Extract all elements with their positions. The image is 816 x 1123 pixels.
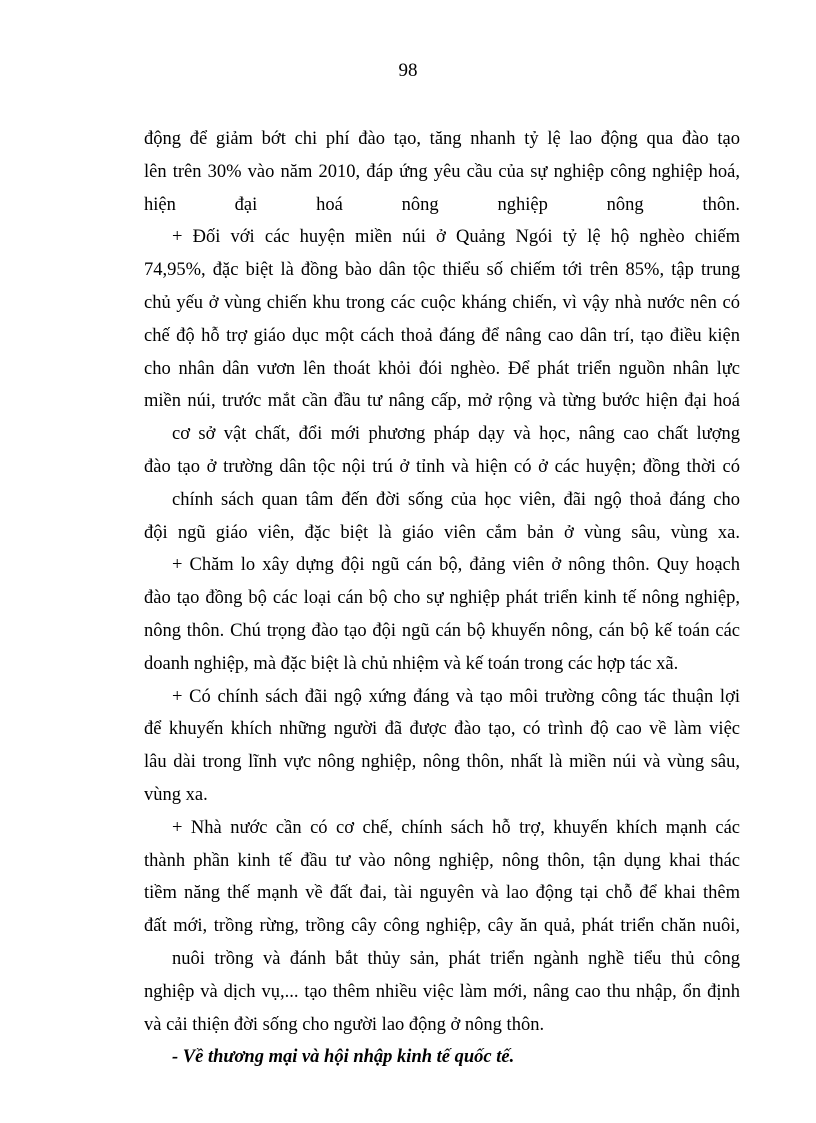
text-line: + Chăm lo xây dựng đội ngũ cán bộ, đảng viên ở nông thôn. Quy hoạch: [172, 555, 740, 576]
text-line: miền núi, trước mắt cần đầu tư nâng cấp, mở rộng và từng bước hiện đại hoá: [144, 391, 740, 412]
body-text: [144, 123, 740, 1074]
text-line: nuôi trồng và đánh bắt thủy sản, phát triển ngành nghề tiểu thủ công: [172, 948, 740, 969]
text-line: cơ sở vật chất, đổi mới phương pháp dạy và học, nâng cao chất lượng: [172, 424, 740, 445]
text-line: 74,95%, đặc biệt là đồng bào dân tộc thiểu số chiếm tới trên 85%, tập trung: [144, 260, 740, 281]
text-line: chủ yếu ở vùng chiến khu trong các cuộc kháng chiến, vì vậy nhà nước nên có: [144, 292, 740, 313]
text-line: + Có chính sách đãi ngộ xứng đáng và tạo môi trường công tác thuận lợi: [172, 686, 740, 707]
page-number: 98: [398, 60, 418, 81]
text-line: nông thôn. Chú trọng đào tạo đội ngũ cán bộ khuyến nông, cán bộ kế toán các: [144, 620, 740, 641]
text-line: + Nhà nước cần có cơ chế, chính sách hỗ trợ, khuyến khích mạnh các: [172, 817, 740, 838]
text-line: để khuyến khích những người đã được đào tạo, có trình độ cao về làm việc: [144, 719, 740, 740]
text-line: thành phần kinh tế đầu tư vào nông nghiệp, nông thôn, tận dụng khai thác: [144, 850, 740, 871]
text-line: vùng xa.: [144, 784, 208, 805]
text-line: tiềm năng thế mạnh về đất đai, tài nguyên và lao động tại chỗ để khai thêm: [144, 883, 740, 904]
text-line: động để giảm bớt chi phí đào tạo, tăng nhanh tỷ lệ lao động qua đào tạo: [144, 129, 740, 149]
text-line: doanh nghiệp, mà đặc biệt là chủ nhiệm và kế toán trong các hợp tác xã.: [144, 653, 679, 674]
text-line: chính sách quan tâm đến đời sống của học viên, đãi ngộ thoả đáng cho: [172, 489, 740, 510]
text-line: lâu dài trong lĩnh vực nông nghiệp, nông thôn, nhất là miền núi và vùng sâu,: [144, 752, 740, 773]
text-line: đào tạo đồng bộ các loại cán bộ cho sự nghiệp phát triển kinh tế nông nghiệp,: [144, 588, 740, 609]
text-line: đào tạo ở trường dân tộc nội trú ở tỉnh và hiện có ở các huyện; đồng thời có: [144, 456, 740, 477]
text-line: + Đối với các huyện miền núi ở Quảng Ngói tỷ lệ hộ nghèo chiếm: [172, 227, 740, 248]
text-line: đội ngũ giáo viên, đặc biệt là giáo viên cắm bản ở vùng sâu, vùng xa.: [144, 522, 740, 543]
text-line: lên trên 30% vào năm 2010, đáp ứng yêu cầu của sự nghiệp công nghiệp hoá,: [144, 161, 740, 182]
text-line: cho nhân dân vươn lên thoát khỏi đói nghèo. Để phát triển nguồn nhân lực: [144, 358, 740, 379]
section-heading: - Về thương mại và hội nhập kinh tế quốc tế.: [172, 1047, 515, 1068]
text-line: nghiệp và dịch vụ,... tạo thêm nhiều việc làm mới, nâng cao thu nhập, ổn định: [144, 981, 740, 1002]
text-line: hiện đại hoá nông nghiệp nông thôn.: [144, 194, 740, 215]
text-line: chế độ hỗ trợ giáo dục một cách thoả đáng để nâng cao dân trí, tạo điều kiện: [144, 325, 740, 346]
text-line: và cải thiện đời sống cho người lao động ở nông thôn.: [144, 1014, 545, 1035]
text-line: đất mới, trồng rừng, trồng cây công nghiệp, cây ăn quả, phát triển chăn nuôi,: [144, 916, 740, 937]
